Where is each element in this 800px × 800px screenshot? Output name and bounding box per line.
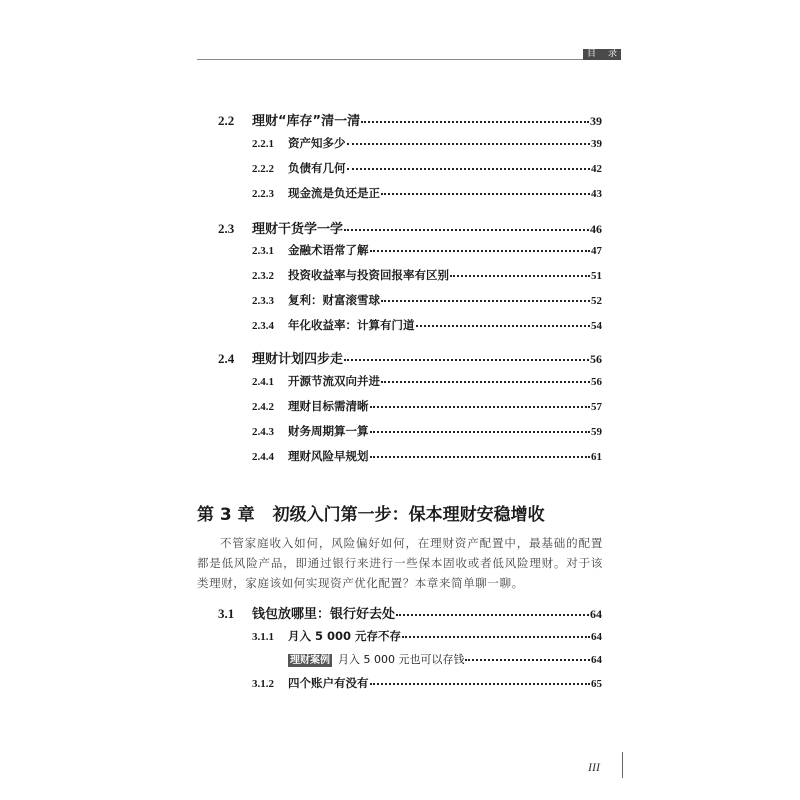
toc-page-number: 54 — [591, 320, 602, 332]
toc-leader-dots — [370, 683, 591, 685]
toc-entry-3-1-1[interactable] — [252, 628, 602, 644]
toc-title: 复利：财富滚雪球 — [288, 293, 380, 307]
toc-entry-2-3[interactable] — [218, 218, 602, 237]
footer-vertical-rule — [622, 752, 623, 778]
toc-page-number: 42 — [591, 163, 602, 175]
toc-page-number: 39 — [590, 114, 602, 128]
toc-number: 3.1 — [218, 606, 235, 621]
toc-leader-dots — [396, 614, 589, 616]
toc-leader-dots — [381, 381, 590, 383]
toc-page-number: 56 — [591, 376, 602, 388]
toc-leader-dots — [344, 229, 589, 231]
toc-page-number: 52 — [591, 295, 602, 307]
toc-leader-dots — [465, 659, 590, 661]
toc-entry-3-1-1-case[interactable] — [288, 651, 602, 667]
toc-number: 2.3.2 — [252, 270, 274, 282]
toc-number: 2.4.1 — [252, 376, 274, 388]
toc-number: 3.1.1 — [252, 631, 274, 643]
toc-number: 2.2.2 — [252, 163, 274, 175]
toc-title: 财务周期算一算 — [288, 424, 369, 438]
toc-page-number: 47 — [591, 245, 602, 257]
toc-number: 2.4.4 — [252, 451, 274, 463]
toc-page-number: 39 — [591, 138, 602, 150]
toc-page-number: 64 — [591, 654, 602, 666]
toc-title: 资产知多少 — [288, 136, 346, 150]
header-label-left: 目 — [587, 49, 597, 59]
toc-entry-2-2-3[interactable] — [252, 185, 602, 201]
chapter-heading — [197, 500, 545, 525]
toc-entry-2-2[interactable] — [218, 110, 602, 129]
toc-title: 理财风险早规划 — [288, 449, 369, 463]
toc-page-number: 43 — [591, 188, 602, 200]
toc-number: 2.3.4 — [252, 320, 274, 332]
toc-page-number: 56 — [590, 352, 602, 366]
toc-leader-dots — [347, 168, 591, 170]
toc-entry-2-3-3[interactable] — [252, 292, 602, 308]
toc-entry-3-1-2[interactable] — [252, 675, 602, 691]
header-label-right: 录 — [607, 49, 617, 59]
toc-leader-dots — [370, 250, 591, 252]
toc-leader-dots — [416, 325, 591, 327]
toc-number: 3.1.2 — [252, 678, 274, 690]
toc-leader-dots — [344, 359, 589, 361]
toc-entry-2-4-2[interactable] — [252, 398, 602, 414]
page-number: III — [588, 760, 600, 774]
toc-title: 理财干货学一学 — [252, 222, 344, 237]
toc-entry-2-2-2[interactable] — [252, 160, 602, 176]
toc-entry-2-4-1[interactable] — [252, 373, 602, 389]
toc-leader-dots — [347, 143, 591, 145]
running-header-label — [583, 49, 621, 60]
toc-page-number: 65 — [591, 678, 602, 690]
toc-entry-3-1[interactable] — [218, 603, 602, 622]
toc-title: 理财“库存”清一清 — [252, 114, 361, 129]
toc-title: 现金流是负还是正 — [288, 186, 380, 200]
toc-number: 2.3.1 — [252, 245, 274, 257]
toc-title: 理财计划四步走 — [252, 352, 344, 367]
toc-title: 月入 5 000 元也可以存钱 — [338, 653, 465, 666]
toc-title: 钱包放哪里：银行好去处 — [252, 607, 396, 622]
toc-page-number: 46 — [590, 222, 602, 236]
toc-title: 理财目标需清晰 — [288, 399, 369, 413]
toc-number: 2.2.3 — [252, 188, 274, 200]
toc-leader-dots — [370, 431, 591, 433]
toc-entry-2-3-1[interactable] — [252, 242, 602, 258]
toc-page-number: 64 — [591, 631, 602, 643]
toc-entry-2-4-3[interactable] — [252, 423, 602, 439]
toc-leader-dots — [450, 275, 590, 277]
toc-title: 金融术语常了解 — [288, 243, 369, 257]
toc-number: 2.4 — [218, 351, 235, 366]
toc-leader-dots — [361, 121, 589, 123]
toc-page-number: 57 — [591, 401, 602, 413]
toc-leader-dots — [381, 300, 590, 302]
toc-number: 2.2.1 — [252, 138, 274, 150]
toc-title: 月入 5 000 元存不存 — [288, 629, 402, 643]
chapter-title: 初级入门第一步：保本理财安稳增收 — [272, 505, 545, 525]
toc-number: 2.3.3 — [252, 295, 274, 307]
toc-number: 2.3 — [218, 221, 235, 236]
case-study-badge: 理财案例 — [290, 655, 330, 666]
toc-leader-dots — [402, 636, 590, 638]
toc-title: 开源节流双向并进 — [288, 374, 380, 388]
toc-leader-dots — [381, 193, 590, 195]
toc-title: 投资收益率与投资回报率有区别 — [288, 268, 449, 282]
toc-leader-dots — [370, 456, 591, 458]
toc-entry-2-3-2[interactable] — [252, 267, 602, 283]
toc-entry-2-4[interactable] — [218, 348, 602, 367]
toc-entry-2-2-1[interactable] — [252, 135, 602, 151]
toc-number: 2.4.3 — [252, 426, 274, 438]
header-rule — [197, 59, 583, 60]
toc-number: 2.4.2 — [252, 401, 274, 413]
toc-entry-2-3-4[interactable] — [252, 317, 602, 333]
toc-page-number: 59 — [591, 426, 602, 438]
toc-title: 负债有几何 — [288, 161, 346, 175]
toc-entry-2-4-4[interactable] — [252, 448, 602, 464]
chapter-number: 第 3 章 — [197, 505, 255, 525]
toc-number: 2.2 — [218, 113, 235, 128]
toc-page-number: 61 — [591, 451, 602, 463]
toc-page-number: 64 — [590, 607, 602, 621]
toc-leader-dots — [370, 406, 591, 408]
chapter-intro-paragraph: 不管家庭收入如何，风险偏好如何，在理财资产配置中，最基础的配置都是低风险产品，即通过银行来进行一些保本固收或者低风险理财。对于该类理财，家庭该如何实现资产优化配置？本章来简单聊一聊。 — [197, 536, 603, 590]
toc-title: 年化收益率：计算有门道 — [288, 318, 415, 332]
toc-title: 四个账户有没有 — [288, 676, 369, 690]
toc-page-number: 51 — [591, 270, 602, 282]
